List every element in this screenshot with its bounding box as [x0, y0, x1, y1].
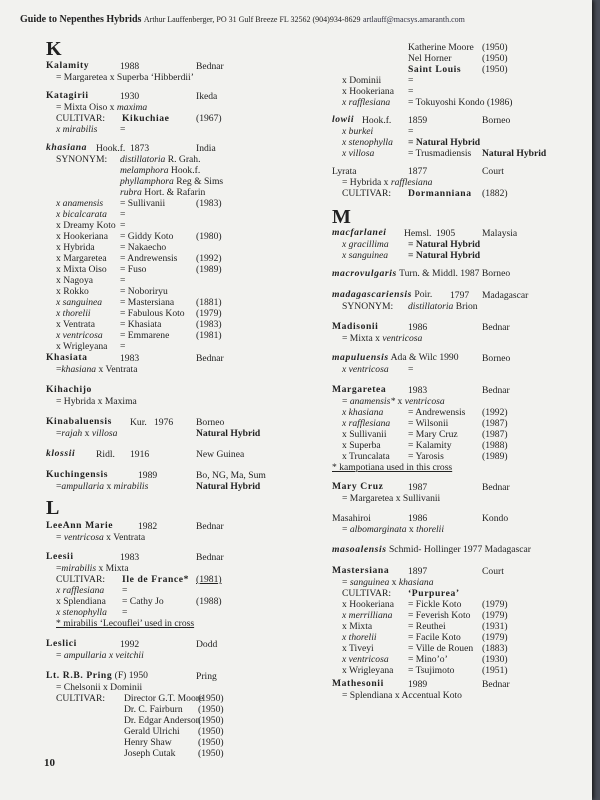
cross-parent: x Wrigleyana [56, 341, 108, 352]
cross-parent: x ventricosa [56, 330, 103, 341]
page-number: 10 [44, 757, 55, 769]
entry-parentage [342, 577, 434, 588]
entry-year: 1930 [120, 91, 140, 102]
cross-result: = Fabulous Koto [120, 308, 185, 319]
cross-result: = Noboriryu [120, 286, 168, 297]
parentage-species: ampullaria x veitchii [63, 650, 144, 661]
cross-parent: x rafflesiana [56, 585, 105, 596]
entry-parentage: = Hybrida x Maxima [56, 396, 137, 407]
synonym [408, 301, 478, 312]
entry-parentage [342, 524, 444, 535]
cross-parent: x Dreamy Koto [56, 220, 116, 231]
entry-parentage [342, 333, 422, 344]
entry-origin: New Guinea [196, 449, 245, 460]
cross-parent: x khasiana [342, 407, 384, 418]
entry-name: mapuluensis [332, 352, 389, 363]
entry-year: 1983 [120, 552, 140, 563]
synonym-label: SYNONYM: [56, 154, 108, 165]
cross-result: = [120, 220, 126, 231]
entry-parentage [342, 396, 445, 407]
cultivar-label: CULTIVAR: [342, 588, 392, 599]
parentage-text: x [406, 524, 417, 535]
entry-name: khasiana [46, 142, 88, 153]
cross-parent: x ventricosa [342, 654, 389, 665]
cross-parent: x rafflesiana [342, 418, 391, 429]
cross-result: = Kalamity [408, 440, 452, 451]
entry-parentage: = Margaretea x Superba ‘Hibberdii’ [56, 72, 194, 83]
entry-name: Katagirii [46, 90, 89, 101]
cross-result: = Natural Hybrid [408, 137, 481, 148]
entry-name: Kuchingensis [46, 469, 109, 480]
entry-name: Leesii [46, 551, 74, 562]
cross-parent: x sanguinea [56, 297, 103, 308]
natural-hybrid-label: Natural Hybrid [196, 481, 261, 492]
section-letter-m: M [332, 206, 351, 228]
cross-year: (1951) [482, 665, 508, 676]
entry-year: 1989 [408, 679, 428, 690]
entry-hybridizer: Bednar [482, 322, 510, 333]
header-email: artlauff@macsys.amaranth.com [363, 15, 465, 24]
parentage-text: x Ventrata [103, 532, 146, 543]
entry-parentage [56, 563, 129, 574]
cross-parent: x merrilliana [342, 610, 393, 621]
synonym-name: distillatoria [408, 301, 454, 312]
entry-parentage [56, 650, 144, 661]
entry-origin: Bo, NG, Ma, Sum [196, 470, 266, 481]
cultivar-name: Henry Shaw [124, 737, 172, 748]
cultivar-label: CULTIVAR: [56, 574, 106, 585]
cultivar-year: (1950) [482, 64, 508, 75]
parentage-species: khasiana [398, 577, 434, 588]
cross-result: = Mastersiana [120, 297, 175, 308]
cross-result: = Feverish Koto [408, 610, 471, 621]
cross-year: (1931) [482, 621, 508, 632]
cultivar-year: (1950) [482, 42, 508, 53]
entry-name-text: Lt. R.B. Pring [46, 670, 113, 681]
entry-year: 1897 [408, 566, 428, 577]
cross-year: (1981) [196, 330, 222, 341]
entry-parentage [56, 532, 145, 543]
parentage-species: ventricosa [382, 333, 423, 344]
entry-origin: Borneo [482, 115, 511, 126]
entry-origin: Borneo [196, 417, 225, 428]
entry-origin: Malaysia [482, 228, 518, 239]
cultivar-name: Dr. Edgar Anderson [124, 715, 201, 726]
natural-hybrid-label: Natural Hybrid [196, 428, 261, 439]
cultivar-year: (1950) [198, 715, 224, 726]
cultivar-name: Gerald Ulrichi [124, 726, 180, 737]
entry-name [46, 670, 148, 681]
entry-name: macrovulgaris [332, 268, 397, 279]
cross-result: = Fuso [120, 264, 147, 275]
cross-result: = [120, 341, 126, 352]
parentage-species: maxima [116, 102, 148, 113]
section-letter-l: L [46, 497, 60, 519]
synonym [120, 187, 205, 198]
entry-name: Kinabaluensis [46, 416, 112, 427]
synonym-name: phyllamphora [120, 176, 174, 187]
cross-parent: x Superba [342, 440, 381, 451]
parentage-species: ventricosa [404, 396, 445, 407]
parentage-species: albomarginata [349, 524, 407, 535]
cross-parent: x thorelii [56, 308, 91, 319]
entry-author: Hook.f. [362, 115, 392, 126]
cross-parent: x burkei [342, 126, 374, 137]
entry-hybridizer: Bednar [482, 385, 510, 396]
parentage-text: = Mixta Oiso x [56, 102, 117, 113]
parentage-text: = [342, 577, 350, 588]
cultivar-year: (1981) [196, 574, 222, 585]
parentage-text: = [56, 532, 64, 543]
cross-year: (1883) [482, 643, 508, 654]
parentage-text: x [104, 481, 114, 492]
parentage-species: villosa [91, 428, 118, 439]
parentage-species: thorelii [416, 524, 444, 535]
entry-details: Schmid- Hollinger 1977 Madagascar [386, 544, 531, 555]
cross-result: = Andrewensis [120, 253, 178, 264]
cultivar-name: Joseph Cutak [124, 748, 176, 759]
parentage-text: = [56, 563, 62, 574]
entry-hybridizer: Pring [196, 671, 217, 682]
cultivar-year: (1950) [198, 704, 224, 715]
entry-name: Khasiata [46, 352, 88, 363]
entry-year: 1983 [408, 385, 428, 396]
entry-hybridizer: Kondo [482, 513, 509, 524]
entry-name: Mary Cruz [332, 481, 384, 492]
natural-hybrid-label: Natural Hybrid [482, 148, 547, 159]
cultivar-name: ‘Purpurea’ [408, 588, 460, 599]
entry-name: LeeAnn Marie [46, 520, 114, 531]
section-letter-k: K [46, 38, 62, 60]
entry-parentage [56, 428, 117, 439]
entry-note: * kampotiana used in this cross [332, 462, 453, 473]
page-header [20, 14, 465, 25]
cross-result: = Mary Cruz [408, 429, 458, 440]
synonym-name: rubra [120, 187, 142, 198]
parentage-species: anamensis* [349, 396, 396, 407]
cross-result: = Tokuyoshi Kondo (1986) [408, 97, 513, 108]
cross-result: = Natural Hybrid [408, 250, 481, 261]
cross-year: (1979) [482, 632, 508, 643]
cross-parent: x Nagoya [56, 275, 94, 286]
cross-result: = [408, 126, 414, 137]
cross-result: = [120, 209, 126, 220]
cross-parent: x ventricosa [342, 364, 389, 375]
entry-parentage: = Margaretea x Sullivanii [342, 493, 441, 504]
cross-parent: x stenophylla [342, 137, 393, 148]
synonym-name: distillatoria [120, 154, 166, 165]
cross-result: = [120, 124, 126, 135]
entry-author: Ridl. [96, 449, 115, 460]
parentage-text: x Mixta [96, 563, 129, 574]
synonym-label: SYNONYM: [342, 301, 394, 312]
entry-author: Hook.f. [96, 143, 126, 154]
synonym-author: R. Grah. [167, 154, 201, 165]
entry-name: klossii [46, 448, 76, 459]
entry-hybridizer: Bednar [482, 482, 510, 493]
entry-year: 1976 [154, 417, 174, 428]
synonym [120, 176, 223, 187]
entry-year: 1988 [120, 61, 140, 72]
parentage-species: mirabilis [61, 563, 97, 574]
entry-name: Mastersiana [332, 565, 390, 576]
cross-parent: x Hookeriana [342, 599, 394, 610]
entry-parentage: = Chelsonii x Dominii [56, 682, 143, 693]
cross-parent: x Mixta [342, 621, 373, 632]
entry-name: Masahiroi [332, 513, 371, 524]
cross-result: = [408, 75, 414, 86]
entry-origin: India [196, 143, 216, 154]
cross-parent: x bicalcarata [56, 209, 107, 220]
entry-hybridizer: Bednar [196, 521, 224, 532]
parentage-text: = [56, 650, 64, 661]
cross-result: = Facile Koto [408, 632, 461, 643]
parentage-text: x [395, 396, 405, 407]
cultivar-year: (1967) [196, 113, 222, 124]
parentage-text: = Hybrida x [342, 177, 391, 188]
entry-year: 1986 [408, 513, 428, 524]
entry-hybridizer: Bednar [196, 61, 224, 72]
cross-year: (1987) [482, 429, 508, 440]
cross-result: = Ville de Rouen [408, 643, 474, 654]
cultivar-year: (1950) [198, 748, 224, 759]
cross-year: (1983) [196, 319, 222, 330]
cultivar-label: CULTIVAR: [342, 188, 392, 199]
cross-year: (1979) [196, 308, 222, 319]
entry-line [332, 544, 531, 555]
entry-year: 1905 [436, 228, 456, 239]
cross-parent: x Tiveyi [342, 643, 374, 654]
parentage-species: rajah [61, 428, 83, 439]
entry-name: macfarlanei [332, 227, 387, 238]
entry-line [332, 352, 459, 363]
cultivar-name: Nel Horner [408, 53, 452, 64]
entry-year: 1983 [120, 353, 140, 364]
entry-author: Kur. [130, 417, 147, 428]
entry-origin: Borneo [482, 353, 511, 364]
cross-parent: x Margaretea [56, 253, 107, 264]
cultivar-name: Katherine Moore [408, 42, 474, 53]
header-address: Arthur Lauffenberger, PO 31 Gulf Breeze FL 32562 (904)934-8629 [143, 15, 361, 24]
cross-result: = Wilsonii [408, 418, 449, 429]
cross-parent: x Mixta Oiso [56, 264, 107, 275]
cross-result: = Nakaecho [120, 242, 167, 253]
parentage-text: = [342, 524, 350, 535]
cross-year: (1983) [196, 198, 222, 209]
cross-result: = Reuthei [408, 621, 446, 632]
cross-year: (1988) [482, 440, 508, 451]
entry-year: 1992 [120, 639, 140, 650]
entry-name: Madisonii [332, 321, 379, 332]
cross-parent: x Splendiana [56, 596, 106, 607]
cross-parent: x Hookeriana [342, 86, 394, 97]
cultivar-name: Ile de France* [122, 574, 190, 585]
parentage-text: = [56, 364, 62, 375]
entry-year: 1797 [450, 290, 470, 301]
cross-year: (1989) [482, 451, 508, 462]
entry-year: 1873 [130, 143, 150, 154]
entry-year: 1989 [138, 470, 158, 481]
cross-parent: x sanguinea [342, 250, 389, 261]
entry-hybridizer: Bednar [482, 679, 510, 690]
cross-parent: x Truncalata [342, 451, 390, 462]
entry-hybridizer: Ikeda [196, 91, 218, 102]
cultivar-year: (1950) [482, 53, 508, 64]
parentage-species: khasiana [61, 364, 97, 375]
parentage-text: = Mixta x [342, 333, 383, 344]
entry-origin: Madagascar [482, 290, 529, 301]
cross-result: = Sullivanii [120, 198, 166, 209]
cross-result: = Fickle Koto [408, 599, 462, 610]
cross-year: (1992) [196, 253, 222, 264]
entry-line [332, 268, 510, 279]
cultivar-year: (1950) [198, 726, 224, 737]
parentage-species: rafflesiana [390, 177, 433, 188]
cross-parent: x gracillima [342, 239, 389, 250]
entry-name: Leslici [46, 638, 77, 649]
parentage-text: = [56, 481, 62, 492]
entry-year: 1859 [408, 115, 428, 126]
cross-result: = Giddy Koto [120, 231, 174, 242]
entry-author: Hemsl. [404, 228, 432, 239]
synonym-author: Hort. & Rafarin [144, 187, 206, 198]
cultivar-name: Director G.T. Moore [124, 693, 204, 704]
cross-result: = Cathy Jo [122, 596, 164, 607]
cross-year: (1989) [196, 264, 222, 275]
entry-note: * mirabilis ‘Lecouflei’ used in cross [56, 618, 195, 629]
parentage-species: ventricosa [63, 532, 104, 543]
cross-year: (1930) [482, 654, 508, 665]
cross-parent: x mirabilis [56, 124, 98, 135]
synonym [120, 154, 201, 165]
entry-name: masoalensis [332, 544, 387, 555]
entry-name: Kalamity [46, 60, 90, 71]
cultivar-year: (1950) [198, 693, 224, 704]
entry-name: lowii [332, 114, 355, 125]
parentage-text: = [56, 428, 62, 439]
parentage-text: = [342, 396, 350, 407]
entry-year: 1916 [130, 449, 150, 460]
parentage-text: x [82, 428, 92, 439]
cultivar-year: (1882) [482, 188, 508, 199]
cross-parent: x thorelii [342, 632, 377, 643]
cross-parent: x Dominii [342, 75, 382, 86]
entry-parentage [342, 177, 432, 188]
entry-hybridizer: Dodd [196, 639, 218, 650]
cross-parent: x Sullivanii [342, 429, 387, 440]
entry-hybridizer: Court [482, 166, 504, 177]
cross-result: = Khasiata [120, 319, 162, 330]
entry-details: Ada & Wilc 1990 [388, 352, 459, 363]
cross-year: (1979) [482, 599, 508, 610]
parentage-text: x Ventrata [96, 364, 138, 375]
entry-author: Poir. [411, 289, 433, 300]
cultivar-label: CULTIVAR: [56, 113, 106, 124]
cross-parent: x anamensis [56, 198, 104, 209]
cross-result: = Andrewensis [408, 407, 466, 418]
entry-year: 1987 [408, 482, 428, 493]
entry-name: madagascariensis [332, 289, 412, 300]
cultivar-name: Saint Louis [408, 64, 462, 75]
header-title: Guide to Nepenthes Hybrids [20, 14, 142, 25]
cross-result: = [122, 607, 128, 618]
entry-details: Turn. & Middl. 1987 Borneo [396, 268, 511, 279]
cross-year: (1881) [196, 297, 222, 308]
cross-year: (1980) [196, 231, 222, 242]
cross-result: = [408, 86, 414, 97]
synonym-author: Hook.f. [170, 165, 201, 176]
cross-result: = [408, 364, 414, 375]
entry-year: 1982 [138, 521, 158, 532]
parentage-text: x [389, 577, 399, 588]
synonym-name: melamphora [120, 165, 169, 176]
cross-parent: x rafflesiana [342, 97, 391, 108]
entry-line [332, 289, 432, 300]
cross-result: = Tsujimoto [408, 665, 455, 676]
entry-parentage [56, 102, 147, 113]
entry-hybridizer: Bednar [196, 552, 224, 563]
cross-year: (1988) [196, 596, 222, 607]
cross-result: = Trusmadiensis [408, 148, 472, 159]
parentage-species: mirabilis [113, 481, 149, 492]
synonym-author: Brion [453, 301, 478, 312]
cross-result: = Mino’o’ [408, 654, 448, 665]
entry-parentage [56, 481, 148, 492]
entry-parentage [56, 364, 137, 375]
cross-parent: x Ventrata [56, 319, 95, 330]
synonym [120, 165, 200, 176]
entry-hybridizer: Court [482, 566, 504, 577]
cross-parent: x Hybrida [56, 242, 95, 253]
cross-result: = [120, 275, 126, 286]
cross-parent: x Rokko [56, 286, 89, 297]
entry-year: 1986 [408, 322, 428, 333]
entry-suffix: (F) 1950 [112, 670, 148, 681]
cross-year: (1992) [482, 407, 508, 418]
cultivar-name: Dr. C. Fairburn [124, 704, 183, 715]
synonym-author: Reg & Sims [176, 176, 224, 187]
cultivar-name: Kikuchiae [122, 113, 170, 124]
entry-name: Margaretea [332, 384, 387, 395]
parentage-species: sanguinea [349, 577, 390, 588]
cross-result: = Natural Hybrid [408, 239, 481, 250]
cultivar-year: (1950) [198, 737, 224, 748]
cross-result: = Yarosis [408, 451, 444, 462]
entry-name: Lyrata [332, 166, 357, 177]
entry-year: 1877 [408, 166, 428, 177]
entry-name: Mathesonii [332, 678, 384, 689]
cross-result: = [122, 585, 128, 596]
cross-parent: x villosa [342, 148, 375, 159]
entry-parentage: = Splendiana x Accentual Koto [342, 690, 462, 701]
cross-parent: x Hookeriana [56, 231, 108, 242]
entry-name: Kihachijo [46, 384, 92, 395]
cross-year: (1979) [482, 610, 508, 621]
cross-parent: x stenophylla [56, 607, 107, 618]
cultivar-label: CULTIVAR: [56, 693, 106, 704]
cross-parent: x Wrigleyana [342, 665, 394, 676]
cross-result: = Emmarene [120, 330, 170, 341]
cultivar-name: Dormanniana [408, 188, 472, 199]
cross-year: (1987) [482, 418, 508, 429]
parentage-species: ampullaria [61, 481, 105, 492]
entry-hybridizer: Bednar [196, 353, 224, 364]
